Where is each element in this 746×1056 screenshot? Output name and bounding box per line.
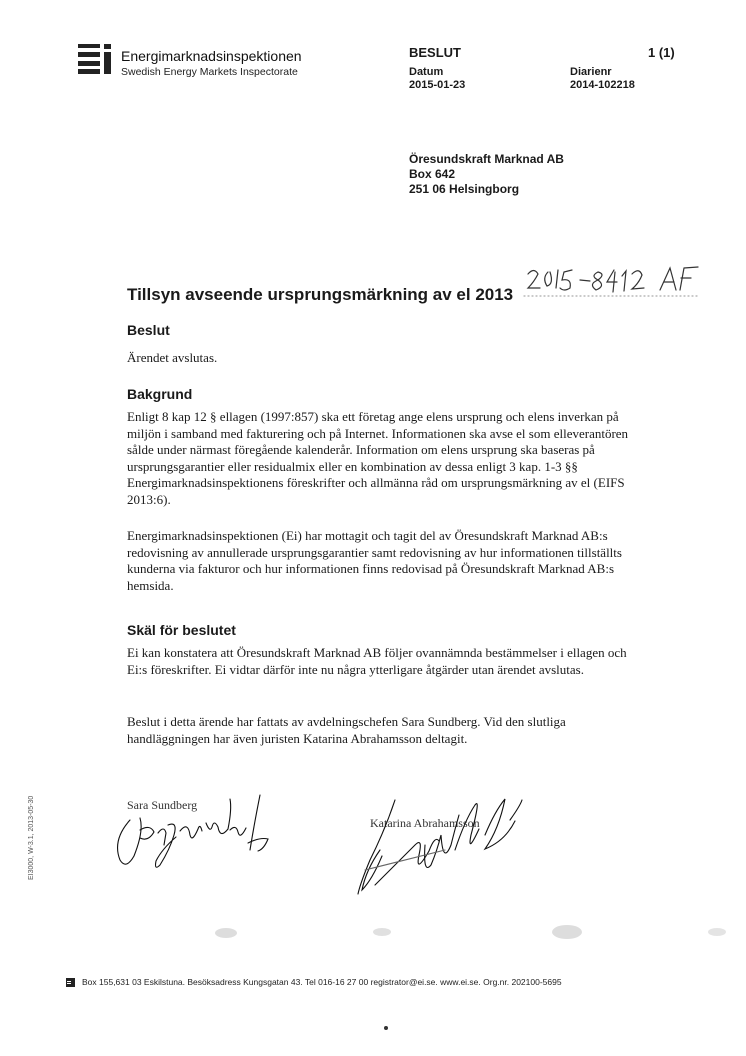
page-number: 1 (1): [648, 45, 675, 60]
diary-label: Diarienr: [570, 66, 612, 78]
bakgrund-paragraph-2: Energimarknadsinspektionen (Ei) har mottagit och tagit del av Öresundskraft Marknad AB:s redovisning av annullerade ursprungsgarantier samt redovisning av hur informationen tillställts kunderna via fakturor och hur informationen finns redovisad på Öresundskraft Marknad AB:s hemsida.: [127, 528, 622, 593]
document-title: Tillsyn avseende ursprungsmärkning av el 2013: [127, 285, 514, 304]
date-label: Datum: [409, 66, 444, 78]
section-heading-bakgrund: Bakgrund: [127, 386, 193, 402]
form-code: EI3000, W-3.1, 2013-05-30: [28, 795, 35, 880]
scan-noise: [215, 928, 237, 938]
recipient-line: Box 642: [409, 167, 456, 181]
scan-noise: [373, 928, 391, 936]
skal-paragraph-2: Beslut i detta ärende har fattats av avdelningschefen Sara Sundberg. Vid den slutliga handläggningen har även juristen Katarina Abrahamsson deltagit.: [127, 714, 566, 746]
ei-logo-icon: [78, 44, 112, 74]
org-name: Energimarknadsinspektionen: [121, 48, 302, 64]
section-heading-beslut: Beslut: [127, 322, 170, 338]
recipient-line: 251 06 Helsingborg: [409, 182, 520, 196]
date-value: 2015-01-23: [409, 79, 466, 91]
diary-value: 2014-102218: [570, 79, 635, 91]
signatory-name-1: Sara Sundberg: [127, 798, 198, 812]
document-type: BESLUT: [409, 45, 461, 60]
footer-contact: Box 155,631 03 Eskilstuna. Besöksadress Kungsgatan 43. Tel 016-16 27 00 registrator@ei.se. www.ei.se. Org.nr. 202100-5695: [82, 977, 562, 987]
signature-sara-sundberg: [110, 785, 280, 875]
scan-noise: [552, 925, 582, 939]
recipient-address: [409, 152, 564, 197]
scan-noise: [384, 1026, 388, 1030]
handwritten-stamp: [522, 262, 702, 302]
section-heading-skal: Skäl för beslutet: [127, 622, 236, 638]
skal-paragraph-1: Ei kan konstatera att Öresundskraft Marknad AB följer ovannämnda bestämmelser i ellagen och Ei:s föreskrifter. Ei vidtar därför inte nu några ytterligare åtgärder utan ärendet avslutas.: [127, 645, 627, 677]
ei-logo-small-icon: [66, 978, 75, 987]
bakgrund-paragraph-1: Enligt 8 kap 12 § ellagen (1997:857) ska ett företag ange elens ursprung och elens inverkan på miljön i samband med fakturering och på Internet. Informationen ska avse el som elleverantören sålde under närmast föregående kalenderår. Information om elens ursprung ska baseras på ursprungsgarantier eller residualmix eller en kombination av dessa enligt 3 kap. 1-3 §§ Energimarknadsinspektionens föreskrifter och allmänna råd om ursprungsmärkning av el (EIFS 2013:6).: [127, 409, 629, 507]
scan-noise: [708, 928, 726, 936]
recipient-line: Öresundskraft Marknad AB: [409, 152, 564, 166]
org-subtitle: Swedish Energy Markets Inspectorate: [121, 66, 298, 78]
beslut-text: Ärendet avslutas.: [127, 350, 218, 365]
signatory-name-2: Katarina Abrahamsson: [370, 816, 480, 830]
signature-katarina-abrahamsson: [335, 790, 535, 900]
